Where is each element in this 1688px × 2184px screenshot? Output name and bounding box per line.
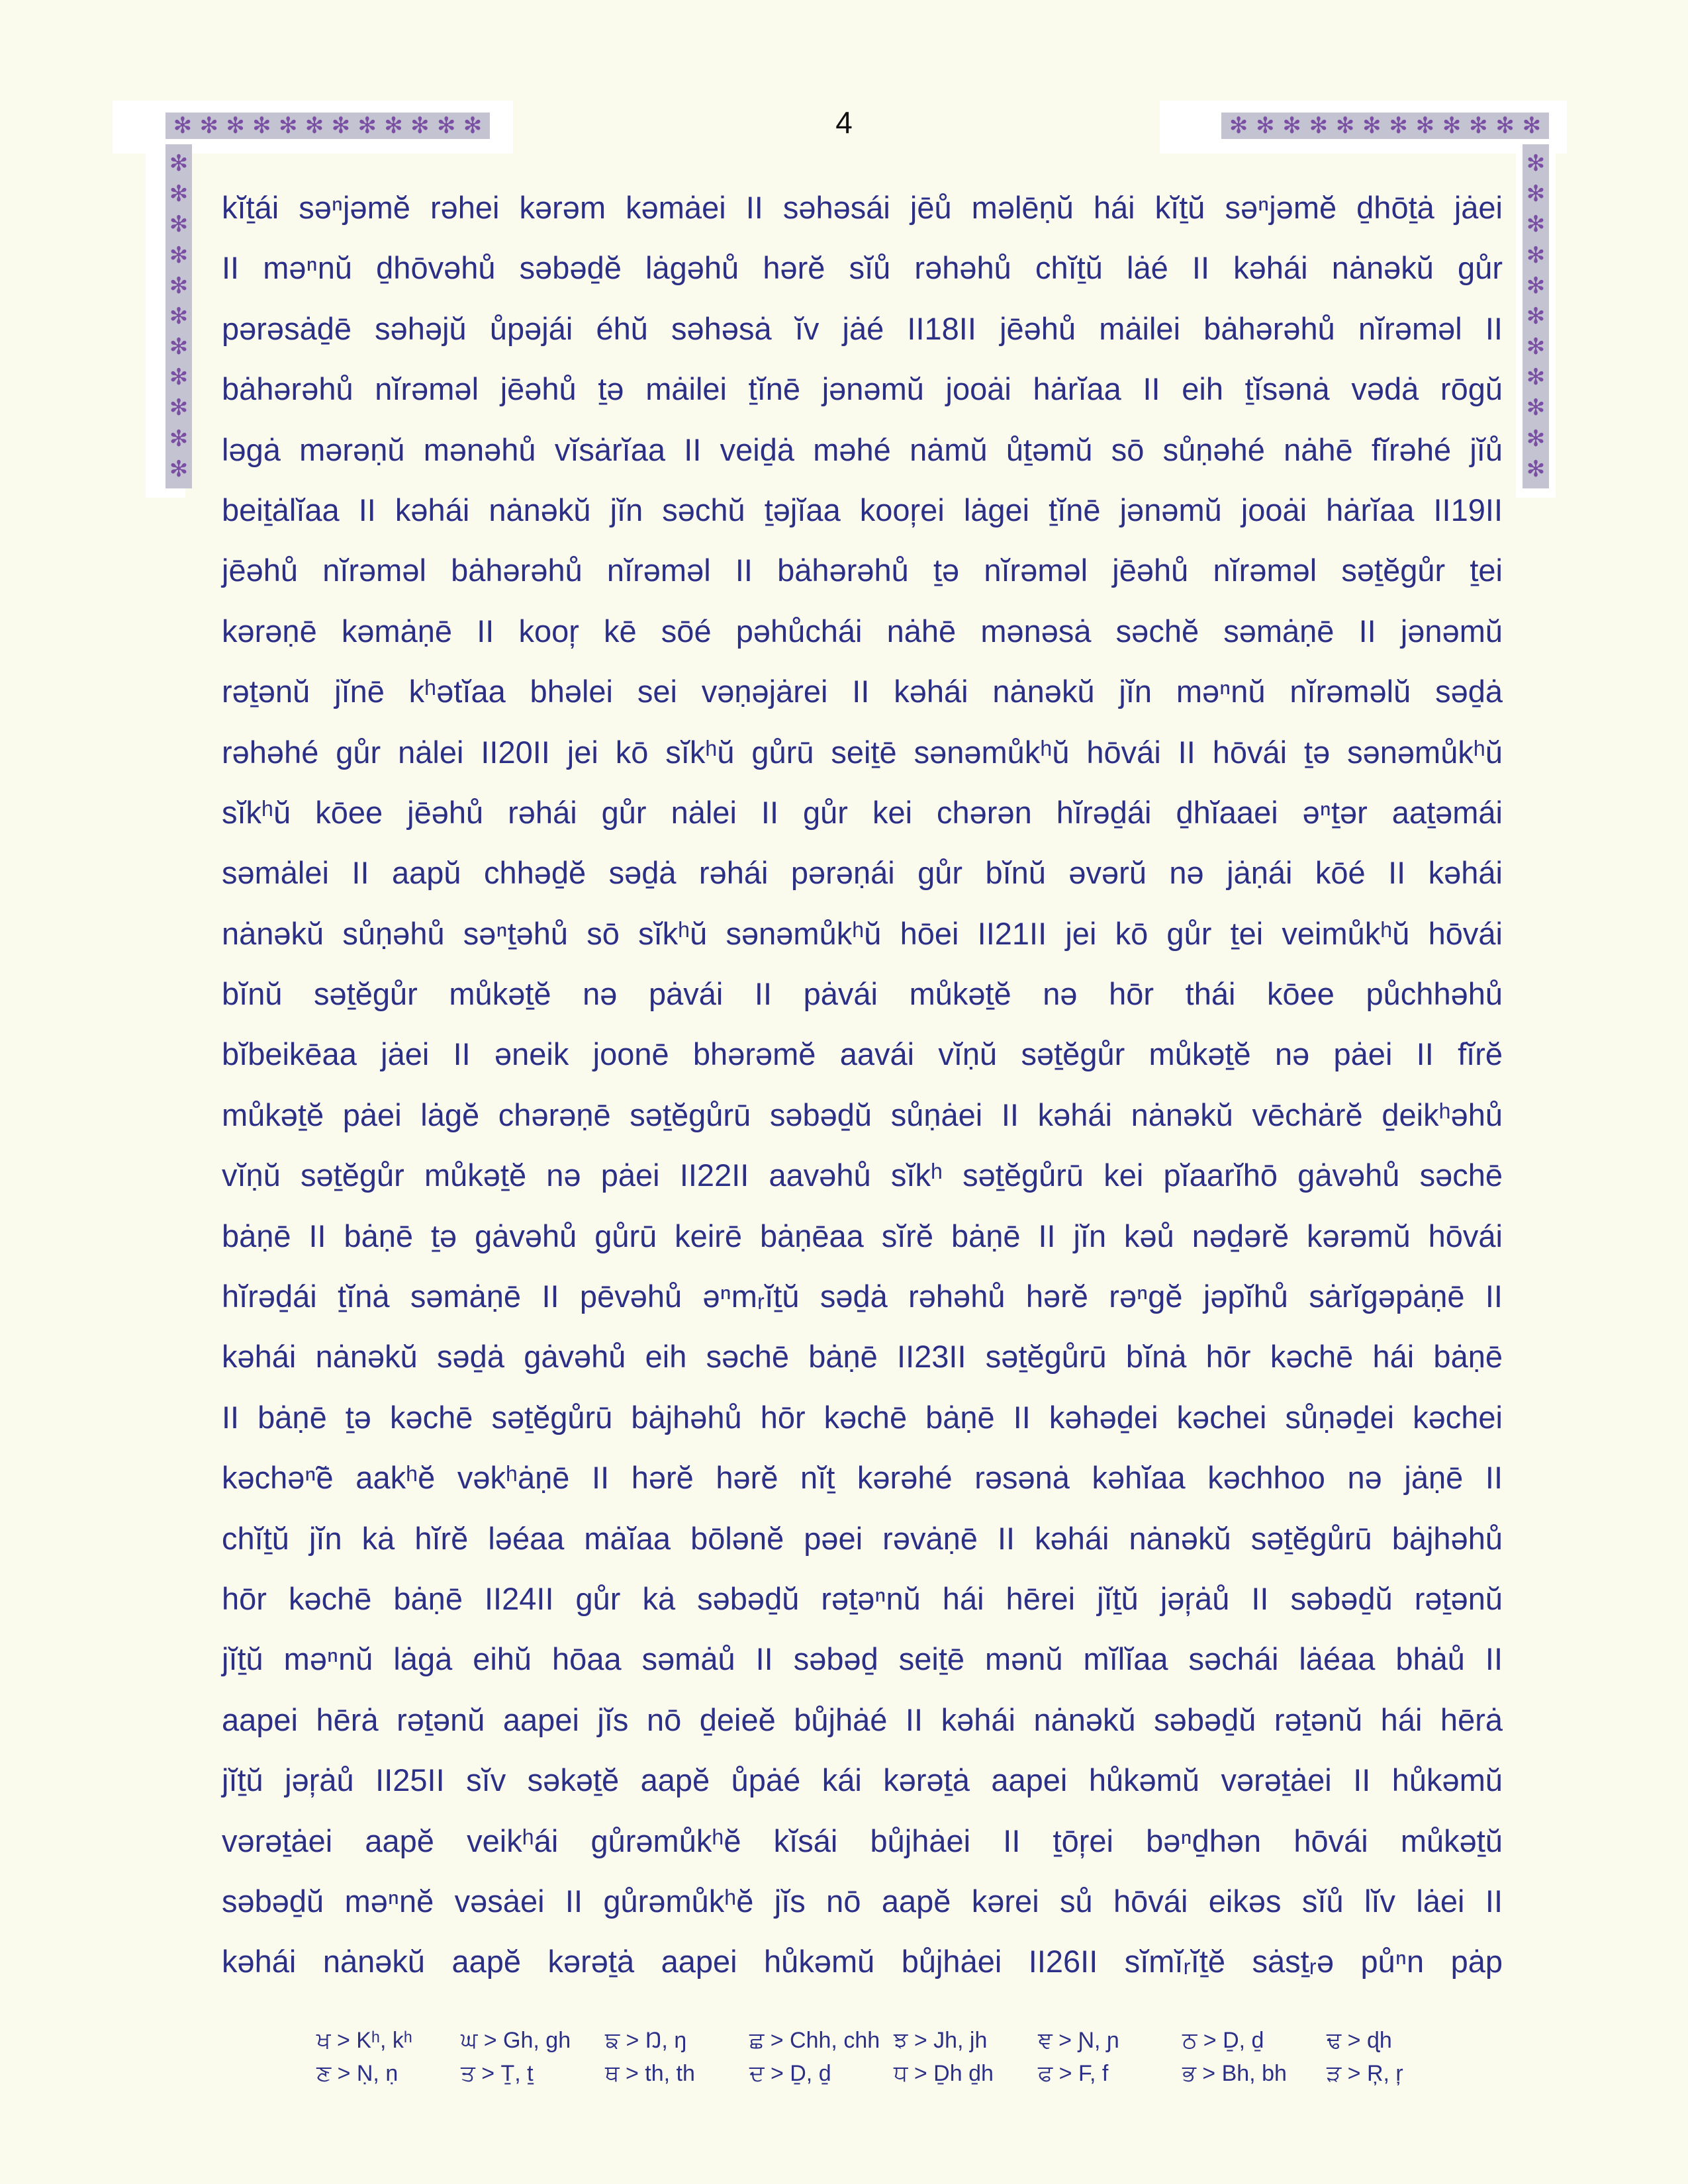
text-line: kəhái nȧnəkŭ səḏȧ gȧvəhů eih səchē bȧṇē II23II səṯĕgůrū bĭnȧ hōr kəchē hái bȧṇē xyxy=(222,1339,1503,1375)
flower-ornament-icon: ✻ xyxy=(331,113,351,139)
flower-ornament-icon: ✻ xyxy=(463,113,483,139)
flower-ornament-icon: ✻ xyxy=(1526,302,1546,330)
text-line: chĭṯŭ jĭn kȧ hĭrĕ ləéaa mȧĭaa bōlənĕ pəei rəvȧṇē II kəhái nȧnəkŭ səṯĕgůrū bȧjhəhů xyxy=(222,1520,1503,1556)
flower-ornament-icon: ✻ xyxy=(169,302,189,330)
key-entry: ਝ > Jh, jh xyxy=(894,2028,988,2053)
text-line: vĭṇŭ səṯĕgůr můkəṯĕ nə pȧei II22II aavəhů sĭkʰ səṯĕgůrū kei pĭaarĭhō gȧvəhů səchē xyxy=(222,1158,1503,1193)
text-line: ləgȧ mərəṇŭ mənəhů vĭsȧrĭaa II veiḏȧ məhé nȧmŭ ůṯəmŭ sō sůṇəhé nȧhē fĭrəhé jĭů xyxy=(222,432,1503,467)
flower-ornament-icon: ✻ xyxy=(169,364,189,391)
flower-ornament-icon: ✻ xyxy=(169,334,189,361)
flower-ornament-icon: ✻ xyxy=(169,211,189,238)
flower-ornament-icon: ✻ xyxy=(1442,113,1462,139)
text-line: pərəsȧḏē səhəjŭ ůpəjái éhŭ səhəsȧ ĭv jȧé II18II jēəhů mȧilei bȧhərəhů nĭrəməl II xyxy=(222,310,1503,346)
flower-ornament-icon: ✻ xyxy=(1526,150,1546,177)
page-number: 4 xyxy=(835,105,853,140)
key-entry: ਫ > F, f xyxy=(1038,2061,1109,2086)
flower-ornament-icon: ✻ xyxy=(278,113,298,139)
flower-ornament-icon: ✻ xyxy=(1526,242,1546,269)
text-line: bȧhərəhů nĭrəməl jēəhů ṯə mȧilei ṯĭnē jənəmŭ jooȧi hȧrĭaa II eih ṯĭsənȧ vədȧ rōgŭ xyxy=(222,371,1503,407)
key-entry: ਛ > Chh, chh xyxy=(749,2028,880,2053)
text-line: II bȧṇē ṯə kəchē səṯĕgůrū bȧjhəhů hōr kəchē bȧṇē II kəhəḏei kəchei sůṇəḏei kəchei xyxy=(222,1399,1503,1435)
key-entry: ਠ > Ḏ, ḏ xyxy=(1182,2028,1264,2053)
flower-ornament-icon: ✻ xyxy=(169,181,189,208)
flower-ornament-icon: ✻ xyxy=(1526,455,1546,482)
right-ornament-border xyxy=(1523,144,1549,488)
text-line: bȧṇē II bȧṇē ṯə gȧvəhů gůrū keirē bȧṇēaa sĭrĕ bȧṇē II jĭn kəů nəḏərĕ kərəmŭ hōvái xyxy=(222,1218,1503,1253)
text-line: nȧnəkŭ sůṇəhů səⁿṯəhů sō sĭkʰŭ sənəmůkʰŭ hōei II21II jei kō gůr ṯei veimůkʰŭ hōvái xyxy=(222,915,1503,951)
flower-ornament-icon: ✻ xyxy=(1526,394,1546,422)
flower-ornament-icon: ✻ xyxy=(169,455,189,482)
key-entry: ੜ > Ŗ, ŗ xyxy=(1327,2061,1403,2086)
flower-ornament-icon: ✻ xyxy=(1389,113,1408,139)
text-line: səmȧlei II aapŭ chhəḏĕ səḏȧ rəhái pərəṇái gůr bĭnŭ əvərŭ nə jȧṇái kōé II kəhái xyxy=(222,855,1503,891)
flower-ornament-icon: ✻ xyxy=(1526,272,1546,299)
flower-ornament-icon: ✻ xyxy=(1335,113,1355,139)
text-line: jēəhů nĭrəməl bȧhərəhů nĭrəməl II bȧhərəhů ṯə nĭrəməl jēəhů nĭrəməl səṯĕgůr ṯei xyxy=(222,553,1503,588)
text-line: jĭṯŭ məⁿnŭ lȧgȧ eihŭ hōaa səmȧů II səbəḏ seiṯē mənŭ mĭlĭaa səchái lȧéaa bhȧů II xyxy=(222,1641,1503,1677)
flower-ornament-icon: ✻ xyxy=(1526,334,1546,361)
key-entry: ਭ > Bh, bh xyxy=(1182,2061,1287,2086)
text-line: sĭkʰŭ kōee jēəhů rəhái gůr nȧlei II gůr kei chərən hĭrəḏái ḏhĭaaei əⁿṯər aaṯəmái xyxy=(222,794,1503,830)
key-entry: ਞ > Ɲ, ɲ xyxy=(1038,2028,1119,2053)
key-entry: ਘ > Gh, gh xyxy=(461,2028,571,2053)
flower-ornament-icon: ✻ xyxy=(1522,113,1542,139)
flower-ornament-icon: ✻ xyxy=(436,113,456,139)
key-row xyxy=(316,2057,1471,2090)
flower-ornament-icon: ✻ xyxy=(384,113,403,139)
text-line: II məⁿnŭ ḏhōvəhů səbəḏĕ lȧgəhů hərĕ sĭů rəhəhů chĭṯŭ lȧé II kəhái nȧnəkŭ gůr xyxy=(222,250,1503,286)
key-entry: ਖ > Kʰ, kʰ xyxy=(316,2028,412,2053)
text-line: hōr kəchē bȧṇē II24II gůr kȧ səbəḏŭ rəṯəⁿnŭ hái hērei jĭṯŭ jəŗȧů II səbəḏŭ rəṯənŭ xyxy=(222,1580,1503,1616)
flower-ornament-icon: ✻ xyxy=(169,150,189,177)
key-entry: ਢ > ɖh xyxy=(1327,2028,1392,2053)
text-line: vərəṯȧei aapĕ veikʰái gůrəmůkʰĕ kĭsái bůjhȧei II ṯōŗei bəⁿḏhən hōvái můkəṯŭ xyxy=(222,1823,1503,1858)
key-row xyxy=(316,2024,1471,2057)
transliteration-key xyxy=(316,2024,1471,2090)
key-entry: ਣ > Ṇ, ṇ xyxy=(316,2061,399,2086)
text-line: kəchəⁿ̃ē aakʰĕ vəkʰȧṇē II hərĕ hərĕ nĭṯ kərəhé rəsənȧ kəhĭaa kəchhoo nə jȧṇē II xyxy=(222,1460,1503,1496)
text-line: kəhái nȧnəkŭ aapĕ kərəṯȧ aapei hůkəmŭ bůjhȧei II26II sĭmĭᵣĭṯĕ sȧsṯᵣə půⁿn pȧp xyxy=(222,1944,1503,1979)
key-entry: ਙ > Ŋ, ŋ xyxy=(605,2028,687,2053)
flower-ornament-icon: ✻ xyxy=(1415,113,1435,139)
flower-ornament-icon: ✻ xyxy=(169,425,189,452)
left-ornament-border xyxy=(165,144,192,488)
flower-ornament-icon: ✻ xyxy=(169,394,189,422)
text-line: beiṯȧlĭaa II kəhái nȧnəkŭ jĭn səchŭ ṯəjĭaa kooŗei lȧgei ṯĭnē jənəmŭ jooȧi hȧrĭaa II19II xyxy=(222,492,1503,527)
flower-ornament-icon: ✻ xyxy=(1526,181,1546,208)
flower-ornament-icon: ✻ xyxy=(169,272,189,299)
flower-ornament-icon: ✻ xyxy=(1362,113,1382,139)
text-line: rəhəhé gůr nȧlei II20II jei kō sĭkʰŭ gůrū seiṯē sənəmůkʰŭ hōvái II hōvái ṯə sənəmůkʰŭ xyxy=(222,734,1503,770)
flower-ornament-icon: ✻ xyxy=(410,113,430,139)
text-line: kĭṯái səⁿjəmĕ rəhei kərəm kəmȧei II səhəsái jēů məlēṇŭ hái kĭṯŭ səⁿjəmĕ ḏhōṯȧ jȧei xyxy=(222,190,1503,225)
flower-ornament-icon: ✻ xyxy=(305,113,324,139)
flower-ornament-icon: ✻ xyxy=(1229,113,1248,139)
flower-ornament-icon: ✻ xyxy=(1309,113,1329,139)
flower-ornament-icon: ✻ xyxy=(169,242,189,269)
key-entry: ਧ > Ḏh ḏh xyxy=(894,2061,994,2086)
text-line: aapei hērȧ rəṯənŭ aapei jĭs nō ḏeieĕ bůjhȧé II kəhái nȧnəkŭ səbəḏŭ rəṯənŭ hái hērȧ xyxy=(222,1702,1503,1737)
text-line: kərəṇē kəmȧṇē II kooŗ kē sōé pəhůchái nȧhē mənəsȧ səchĕ səmȧṇē II jənəmŭ xyxy=(222,613,1503,649)
flower-ornament-icon: ✻ xyxy=(1526,425,1546,452)
flower-ornament-icon: ✻ xyxy=(252,113,271,139)
key-entry: ਤ > Ṯ, ṯ xyxy=(461,2061,534,2086)
flower-ornament-icon: ✻ xyxy=(1256,113,1275,139)
flower-ornament-icon: ✻ xyxy=(226,113,245,139)
text-line: bĭbeikēaa jȧei II əneik joonē bhərəmĕ aavái vĭṇŭ səṯĕgůr můkəṯĕ nə pȧei II fĭrĕ xyxy=(222,1036,1503,1072)
flower-ornament-icon: ✻ xyxy=(1526,211,1546,238)
flower-ornament-icon: ✻ xyxy=(357,113,377,139)
flower-ornament-icon: ✻ xyxy=(199,113,218,139)
flower-ornament-icon: ✻ xyxy=(1526,364,1546,391)
flower-ornament-icon: ✻ xyxy=(1495,113,1515,139)
key-entry: ਥ > th, th xyxy=(605,2061,695,2086)
flower-ornament-icon: ✻ xyxy=(1282,113,1301,139)
flower-ornament-icon: ✻ xyxy=(173,113,193,139)
text-line: hĭrəḏái ṯĭnȧ səmȧṇē II pēvəhů əⁿmᵣĭṯŭ səḏȧ rəhəhů hərĕ rəⁿgĕ jəpĭhů sȧrĭgəpȧṇē II xyxy=(222,1279,1503,1314)
flower-ornament-icon: ✻ xyxy=(1469,113,1488,139)
key-entry: ਦ > Ḏ, ḏ xyxy=(749,2061,831,2086)
text-line: jĭṯŭ jəŗȧů II25II sĭv səkəṯĕ aapĕ ůpȧé kái kərəṯȧ aapei hůkəmŭ vərəṯȧei II hůkəmŭ xyxy=(222,1762,1503,1798)
text-line: səbəḏŭ məⁿnĕ vəsȧei II gůrəmůkʰĕ jĭs nō aapĕ kərei sů hōvái eikəs sĭů lĭv lȧei II xyxy=(222,1883,1503,1919)
text-line: můkəṯĕ pȧei lȧgĕ chərəṇē səṯĕgůrū səbəḏŭ sůṇȧei II kəhái nȧnəkŭ vēchȧrĕ ḏeikʰəhů xyxy=(222,1097,1503,1132)
transliteration-text-block xyxy=(222,177,1503,1992)
text-line: rəṯənŭ jĭnē kʰətĭaa bhəlei sei vəṇəjȧrei II kəhái nȧnəkŭ jĭn məⁿnŭ nĭrəməlŭ səḏȧ xyxy=(222,674,1503,709)
text-line: bĭnŭ səṯĕgůr můkəṯĕ nə pȧvái II pȧvái můkəṯĕ nə hōr thái kōee půchhəhů xyxy=(222,976,1503,1012)
